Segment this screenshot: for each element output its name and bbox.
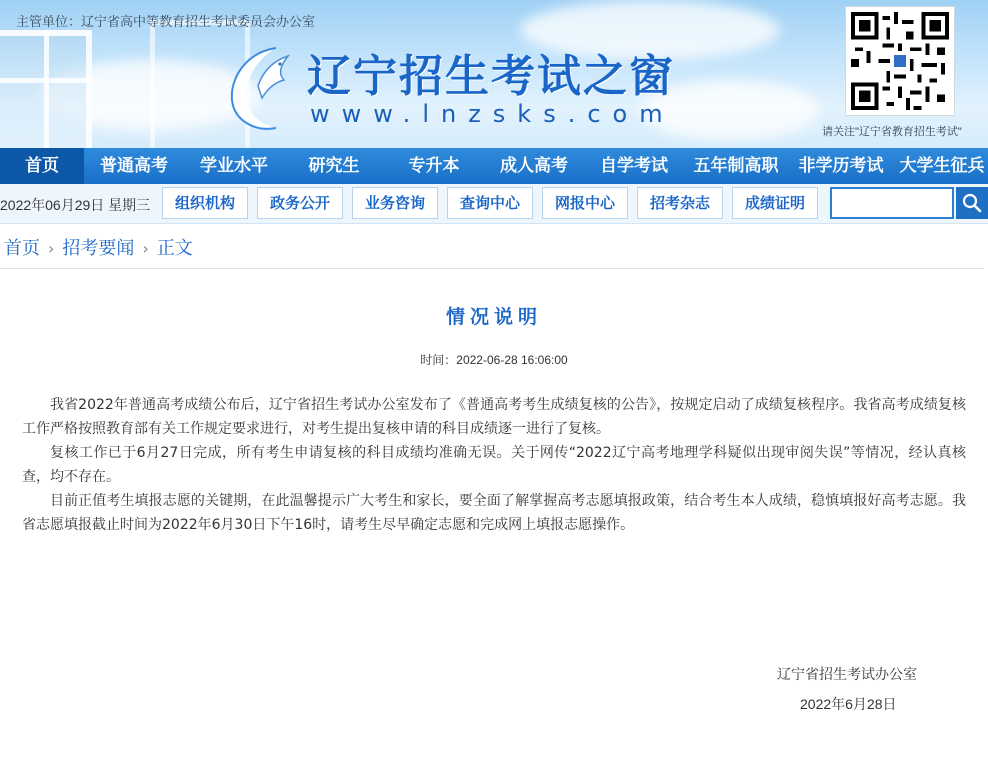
article-paragraph: 目前正值考生填报志愿的关键期，在此温馨提示广大考生和家长，要全面了解掌握高考志愿填报政策，结合考生本人成绩，稳慎填报好高考志愿。我省志愿填报截止时间为2022年6月30日下午16时，请考生尽早确定志愿和完成网上填报志愿操作。 [22,493,966,533]
dove-logo-icon[interactable] [218,38,304,134]
sub-nav [0,184,988,224]
breadcrumb-news[interactable]: 招考要闻 [62,238,135,259]
nav-item-zhuanshengben[interactable]: 专升本 [408,156,460,176]
sub-nav-zuzhi[interactable]: 组织机构 [162,187,248,219]
qr-caption: 请关注"辽宁省教育招生考试" [822,126,962,138]
breadcrumb [4,234,193,260]
main-nav [0,148,988,184]
sub-nav-zhengwu[interactable]: 政务公开 [257,187,343,219]
article-body [22,393,966,537]
nav-item-gaokao[interactable]: 普通高考 [100,156,168,176]
nav-item-zixue[interactable]: 自学考试 [600,156,668,176]
current-date: 2022年06月29日 星期三 [0,197,151,213]
article-title: 情况说明 [445,306,542,328]
chevron-right-icon: › [48,239,55,258]
signature-date: 2022年6月28日 [800,696,897,712]
site-title[interactable]: 辽宁招生考试之窗 [307,51,675,102]
sub-nav-chaxun[interactable]: 查询中心 [447,187,533,219]
sub-nav-zixun[interactable]: 业务咨询 [352,187,438,219]
sub-nav-zazhi[interactable]: 招考杂志 [637,187,723,219]
window-bar-decoration [44,30,49,148]
sub-nav-wangbao[interactable]: 网报中心 [542,187,628,219]
signature-org: 辽宁省招生考试办公室 [777,667,917,683]
header-banner [0,0,988,148]
qr-code-icon [845,6,955,116]
site-url: www.lnzsks.com [310,100,675,128]
article-meta: 时间：2022-06-28 16:06:00 [420,353,568,367]
search-input[interactable] [830,187,954,219]
nav-item-gaozhi[interactable]: 五年制高职 [693,156,779,176]
article-paragraph: 复核工作已于6月27日完成，所有考生申请复核的科目成绩均准确无误。关于网传“2022辽宁高考地理学科疑似出现审阅失误”等情况，经认真核查，均不存在。 [22,445,966,485]
search-button[interactable] [956,187,988,219]
supervisor-text: 主管单位：辽宁省高中等教育招生考试委员会办公室 [16,14,316,29]
nav-item-chengren[interactable]: 成人高考 [500,156,568,176]
nav-item-yanjiusheng[interactable]: 研究生 [308,156,360,176]
nav-item-zhengbing[interactable]: 大学生征兵 [899,156,985,176]
article-paragraph: 我省2022年普通高考成绩公布后，辽宁省招生考试办公室发布了《普通高考考生成绩复核的公告》，按规定启动了成绩复核程序。我省高考成绩复核工作严格按照教育部有关工作规定要求进行，对考生提出复核申请的科目成绩逐一进行了复核。 [22,397,966,437]
nav-item-feixueli[interactable]: 非学历考试 [798,156,884,176]
nav-item-home[interactable]: 首页 [0,148,84,184]
sub-nav-chengji[interactable]: 成绩证明 [732,187,818,219]
search-icon [962,193,982,213]
chevron-right-icon: › [142,239,149,258]
nav-item-xueye[interactable]: 学业水平 [200,156,268,176]
breadcrumb-home[interactable]: 首页 [4,238,40,259]
divider [0,268,984,269]
breadcrumb-current: 正文 [156,238,193,259]
